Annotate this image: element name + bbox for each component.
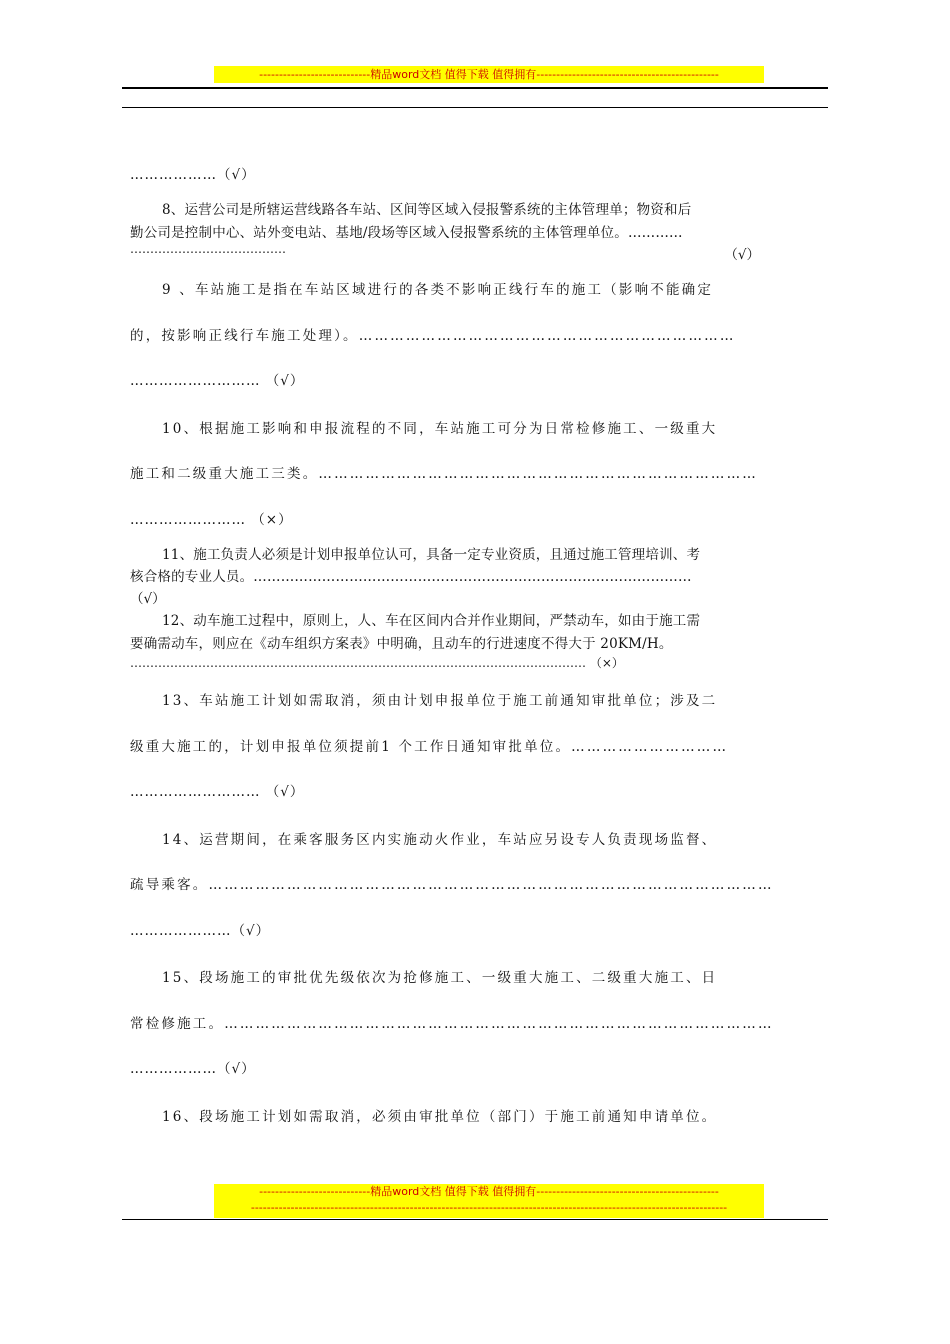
item-16-line1: 16、段场施工计划如需取消，必须由审批单位（部门）于施工前通知申请单位。 xyxy=(162,1109,718,1125)
header-banner: ----------------------------精品word文档 值得下载 值得拥有---------------------------------------------- xyxy=(214,66,764,83)
item-8-line1: 8、运营公司是所辖运营线路各车站、区间等区域入侵报警系统的主体管理单；物资和后 xyxy=(162,202,692,218)
item-8-line3-dots: ………………………………… xyxy=(130,242,286,256)
item-15-line1: 15、段场施工的审批优先级依次为抢修施工、一级重大施工、二级重大施工、日 xyxy=(162,970,718,986)
item-15-line2: 常检修施工。…………………………………………………………………………………………… xyxy=(130,1016,774,1032)
header-rule-thick xyxy=(122,87,828,89)
item-9-line1: 9 、车站施工是指在车站区域进行的各类不影响正线行车的施工（影响不能确定 xyxy=(162,282,714,298)
item-12-line1: 12、动车施工过程中，原则上，人、车在区间内合并作业期间，严禁动车，如由于施工需 xyxy=(162,613,701,629)
item-7-tail: ………………（√） xyxy=(130,167,256,183)
item-14-line1: 14、运营期间，在乘客服务区内实施动火作业，车站应另设专人负责现场监督、 xyxy=(162,832,718,848)
item-9-line3: ……………………… （√） xyxy=(130,373,305,389)
footer-rule xyxy=(122,1219,828,1220)
header-rule-thin xyxy=(122,107,828,108)
item-12-line2: 要确需动车，则应在《动车组织方案表》中明确，且动车的行进速度不得大于 20KM/H。 xyxy=(130,636,673,652)
footer-banner xyxy=(214,1184,764,1218)
item-9-line2: 的，按影响正线行车施工处理）。……………………………………………………………… xyxy=(130,328,736,344)
item-10-line3: …………………… （×） xyxy=(130,512,293,528)
item-13-line2: 级重大施工的，计划申报单位须提前1 个工作日通知审批单位。………………………… xyxy=(130,739,729,755)
item-8-line2: 勤公司是控制中心、站外变电站、基地/段场等区域入侵报警系统的主体管理单位。………… xyxy=(130,225,683,241)
item-13-line3: ……………………… （√） xyxy=(130,784,305,800)
item-10-line2: 施工和二级重大施工三类。………………………………………………………………………… xyxy=(130,466,758,482)
item-10-line1: 10、根据施工影响和申报流程的不同，车站施工可分为日常检修施工、一级重大 xyxy=(162,421,718,437)
item-11-line2: 核合格的专业人员。…………………………………………………………………………………… xyxy=(130,569,692,585)
item-15-line3: ………………（√） xyxy=(130,1061,256,1077)
item-12-line3: …………………………………………………………………………………………………… （×） xyxy=(130,656,624,670)
item-14-line3: …………………（√） xyxy=(130,923,271,939)
item-13-line1: 13、车站施工计划如需取消，须由计划申报单位于施工前通知审批单位；涉及二 xyxy=(162,693,718,709)
item-11-line1: 11、施工负责人必须是计划申报单位认可，具备一定专业资质，且通过施工管理培训、考 xyxy=(162,547,701,563)
item-8-answer: （√） xyxy=(724,247,760,263)
footer-banner-line1: ----------------------------精品word文档 值得下载 值得拥有---------------------------------------------- xyxy=(259,1185,719,1198)
item-11-answer: （√） xyxy=(130,591,166,607)
footer-banner-line2: ------------------------------------------------------------------------------------------------------------------------ xyxy=(250,1201,728,1214)
item-14-line2: 疏导乘客。……………………………………………………………………………………………… xyxy=(130,877,774,893)
